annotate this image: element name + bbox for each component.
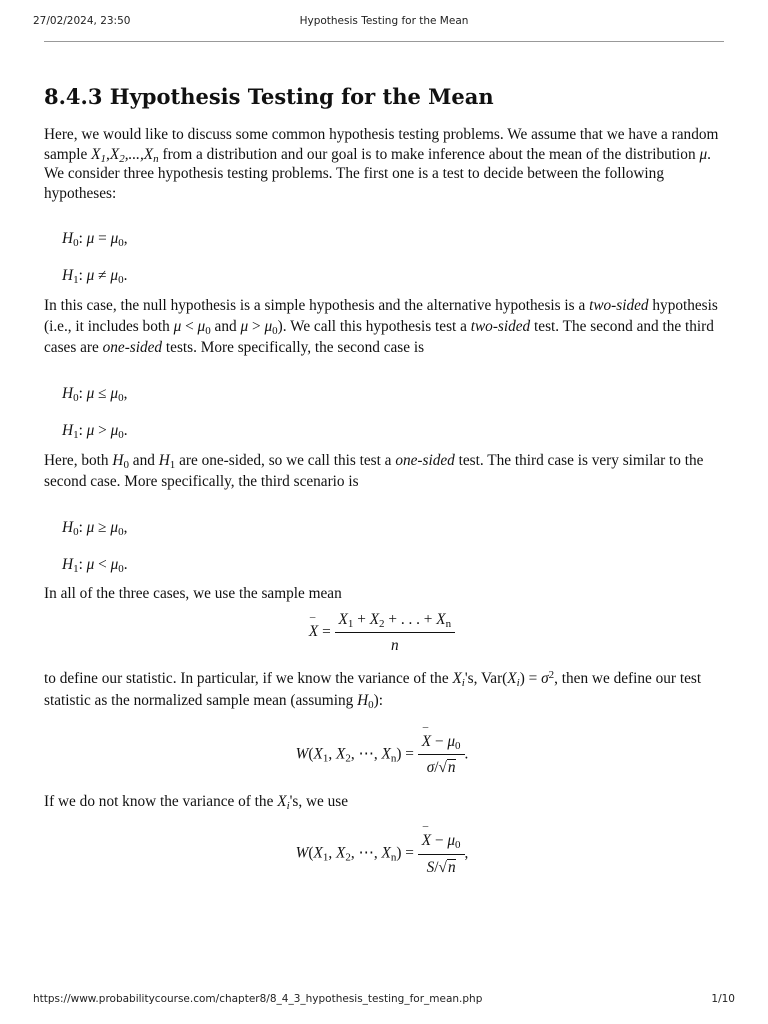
intro-paragraph: Here, we would like to discuss some common hypothesis testing problems. We assume that we have a random sample $X_1,X_2,...,X_n$ from a distribution and our goal is to make inference about the mean of the distribution μ. We consider three hypothesis testing problems. The first one is a test to decide between the following hypotheses:: [44, 126, 719, 202]
document-body: [44, 80, 720, 877]
alt-hypothesis: $H_1$: $\mu < \mu_0$.: [62, 556, 128, 575]
sample-mean-paragraph: In all of the three cases, we use the sample mean: [44, 585, 342, 602]
footer-url: https://www.probabilitycourse.com/chapter8/8_4_3_hypothesis_testing_for_mean.php: [33, 993, 483, 1005]
null-hypothesis: $H_0$: $\mu = \mu_0$,: [62, 230, 128, 249]
statistic-paragraph: to define our statistic. In particular, if we know the variance of the $X_i's$, $Var(X_i) = \sigma^2$, then we define our test statistic as the normalized sample mean (assuming $H_0$):: [44, 668, 702, 711]
alt-hypothesis: $H_1$: $\mu > \mu_0$.: [62, 422, 128, 441]
case1-paragraph: In this case, the null hypothesis is a simple hypothesis and the alternative hypothesis is a two-sided hypothesis (i.e., it includes both $\mu < \mu_0$ and $\mu > \mu_0$). We call this hypothesis test a two-sided test. The second and the third cases are one-sided tests. More specifically, the second case is: [44, 297, 718, 356]
page-number: 1/10: [711, 993, 735, 1005]
hypotheses-case1: [44, 229, 720, 286]
normalized-statistic-equation: $W(X_1$, $X_2$, ⋯, $X_n$) = – $\frac{X - \mu_0}{\sigma/√n}$ .: [44, 724, 720, 778]
hypotheses-case2: [44, 384, 720, 441]
alt-hypothesis: $H_1$: $\mu \ne \mu_0$.: [62, 267, 128, 286]
math-sample: $X_1,X_2,...,X_n$: [91, 145, 159, 165]
null-hypothesis: $H_0$: $\mu \le \mu_0$,: [62, 385, 128, 404]
case2-paragraph: Here, both $H_0$ and $H_1$ are one-sided, so we call this test a one-sided test. The third case is very similar to the second case. More specifically, the third scenario is: [44, 452, 704, 490]
hypotheses-case3: [44, 518, 720, 575]
section-title: 8.4.3 Hypothesis Testing for the Mean: [44, 84, 494, 109]
page-header: [33, 15, 735, 31]
t-statistic-equation: $W(X_1$, $X_2$, ⋯, $X_n$) = – $\frac{X - \mu_0}{S/√n}$ ,: [44, 823, 720, 877]
header-datetime: 27/02/2024, 23:50: [33, 15, 131, 27]
header-divider: [44, 41, 724, 42]
unknown-variance-paragraph: If we do not know the variance of the $X_i's$, we use: [44, 792, 349, 812]
null-hypothesis: $H_0$: $\mu \ge \mu_0$,: [62, 519, 128, 538]
math-mu: μ: [699, 145, 708, 163]
header-title: Hypothesis Testing for the Mean: [299, 15, 469, 27]
page-footer: [33, 993, 735, 1007]
sample-mean-equation: – X = $\frac{X_1 + X_2 + . . . + X_n}{n}$: [44, 610, 720, 656]
